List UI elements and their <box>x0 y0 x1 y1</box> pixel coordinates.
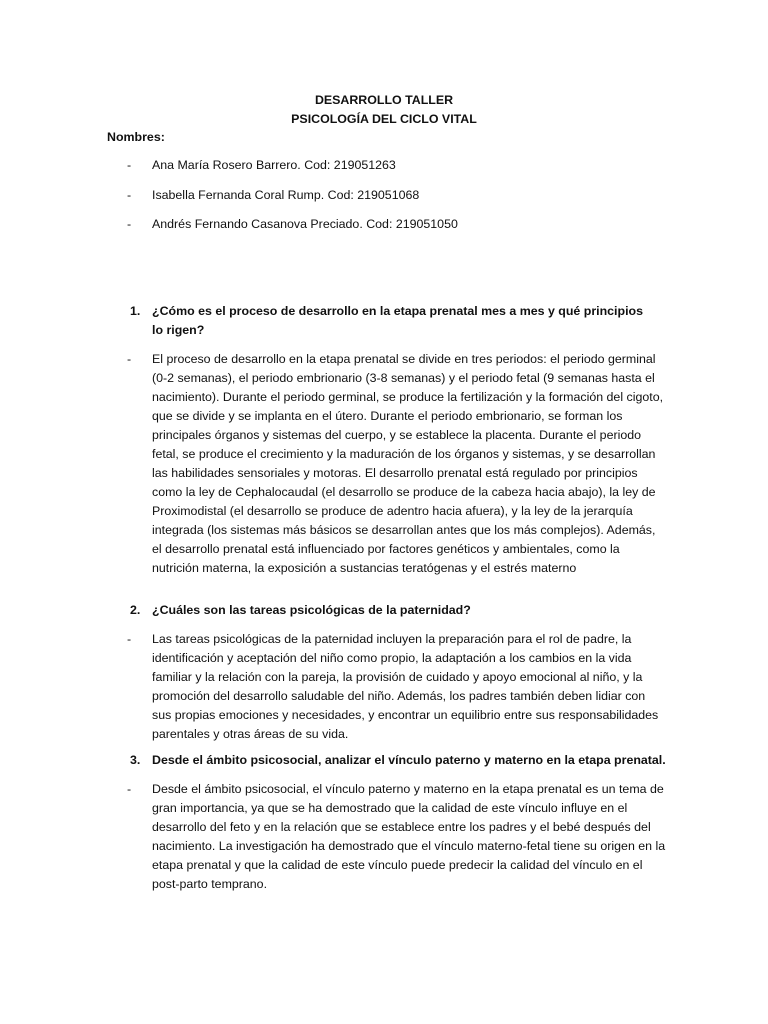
answer-bullet: - <box>127 632 132 646</box>
question-number: 1. <box>130 304 141 318</box>
student-bullet: - <box>127 158 132 172</box>
question-number: 3. <box>130 753 141 767</box>
answer-bullet: - <box>127 352 132 366</box>
document-title: DESARROLLO TALLER <box>314 93 454 107</box>
question-number: 2. <box>130 603 141 617</box>
answer-text: El proceso de desarrollo en la etapa prenatal se divide en tres periodos: el periodo germinal (0-2 semanas), el periodo embrionario (3-8 semanas) y el periodo fetal (9 semanas hasta el nacimiento). Durante el periodo germinal, se produce la fertilización y la formación del cigoto, que se divide y se implanta en el útero. Durante el periodo embrionario, se forman los principales órganos y sistemas del cuerpo, y se establece la placenta. Durante el periodo fetal, se produce el crecimiento y la maduración de los órganos y sistemas, y se desarrollan las habilidades sensoriales y motoras. El desarrollo prenatal está regulado por principios como la ley de Cephalocaudal (el desarrollo se produce de la cabeza hacia abajo), la ley de Proximodistal (el desarrollo se produce de adentro hacia afuera), y la ley de la jerarquía integrada (los sistemas más básicos se desarrollan antes que los más complejos). Además, el desarrollo prenatal está influenciado por factores genéticos y ambientales, como la nutrición materna, la exposición a sustancias teratógenas y el estrés materno <box>152 352 664 575</box>
answer-text: Las tareas psicológicas de la paternidad incluyen la preparación para el rol de padre, la identificación y aceptación del niño como propio, la adaptación a los cambios en la vida familiar y la relación con la pareja, la provisión de cuidado y apoyo emocional al niño, y la promoción del desarrollo saludable del niño. Además, los padres también deben lidiar con sus propias emociones y necesidades, y encontrar un equilibrio entre sus responsabilidades parentales y otras áreas de su vida. <box>152 632 659 741</box>
document-subtitle: PSICOLOGÍA DEL CICLO VITAL <box>291 112 477 126</box>
question-text: ¿Cómo es el proceso de desarrollo en la etapa prenatal mes a mes y qué principios lo rigen? <box>152 304 643 337</box>
question-text: Desde el ámbito psicosocial, analizar el vínculo paterno y materno en la etapa prenatal. <box>152 753 666 767</box>
answer-text: Desde el ámbito psicosocial, el vínculo paterno y materno en la etapa prenatal es un tema de gran importancia, ya que se ha demostrado que la calidad de este vínculo influye en el desarrollo del feto y en la relación que se establece entre los padres y el bebé después del nacimiento. La investigación ha demostrado que el vínculo materno-fetal tiene su origen en la etapa prenatal y que la calidad de este vínculo puede predecir la calidad del vínculo en el post-parto temprano. <box>152 782 666 891</box>
student-name: Isabella Fernanda Coral Rump. Cod: 219051068 <box>152 188 420 202</box>
student-bullet: - <box>127 217 132 231</box>
question-text: ¿Cuáles son las tareas psicológicas de la paternidad? <box>152 603 471 617</box>
student-name: Andrés Fernando Casanova Preciado. Cod: 219051050 <box>152 217 458 231</box>
student-bullet: - <box>127 188 132 202</box>
answer-bullet: - <box>127 782 132 796</box>
student-name: Ana María Rosero Barrero. Cod: 219051263 <box>152 158 396 172</box>
names-label: Nombres: <box>107 130 165 144</box>
